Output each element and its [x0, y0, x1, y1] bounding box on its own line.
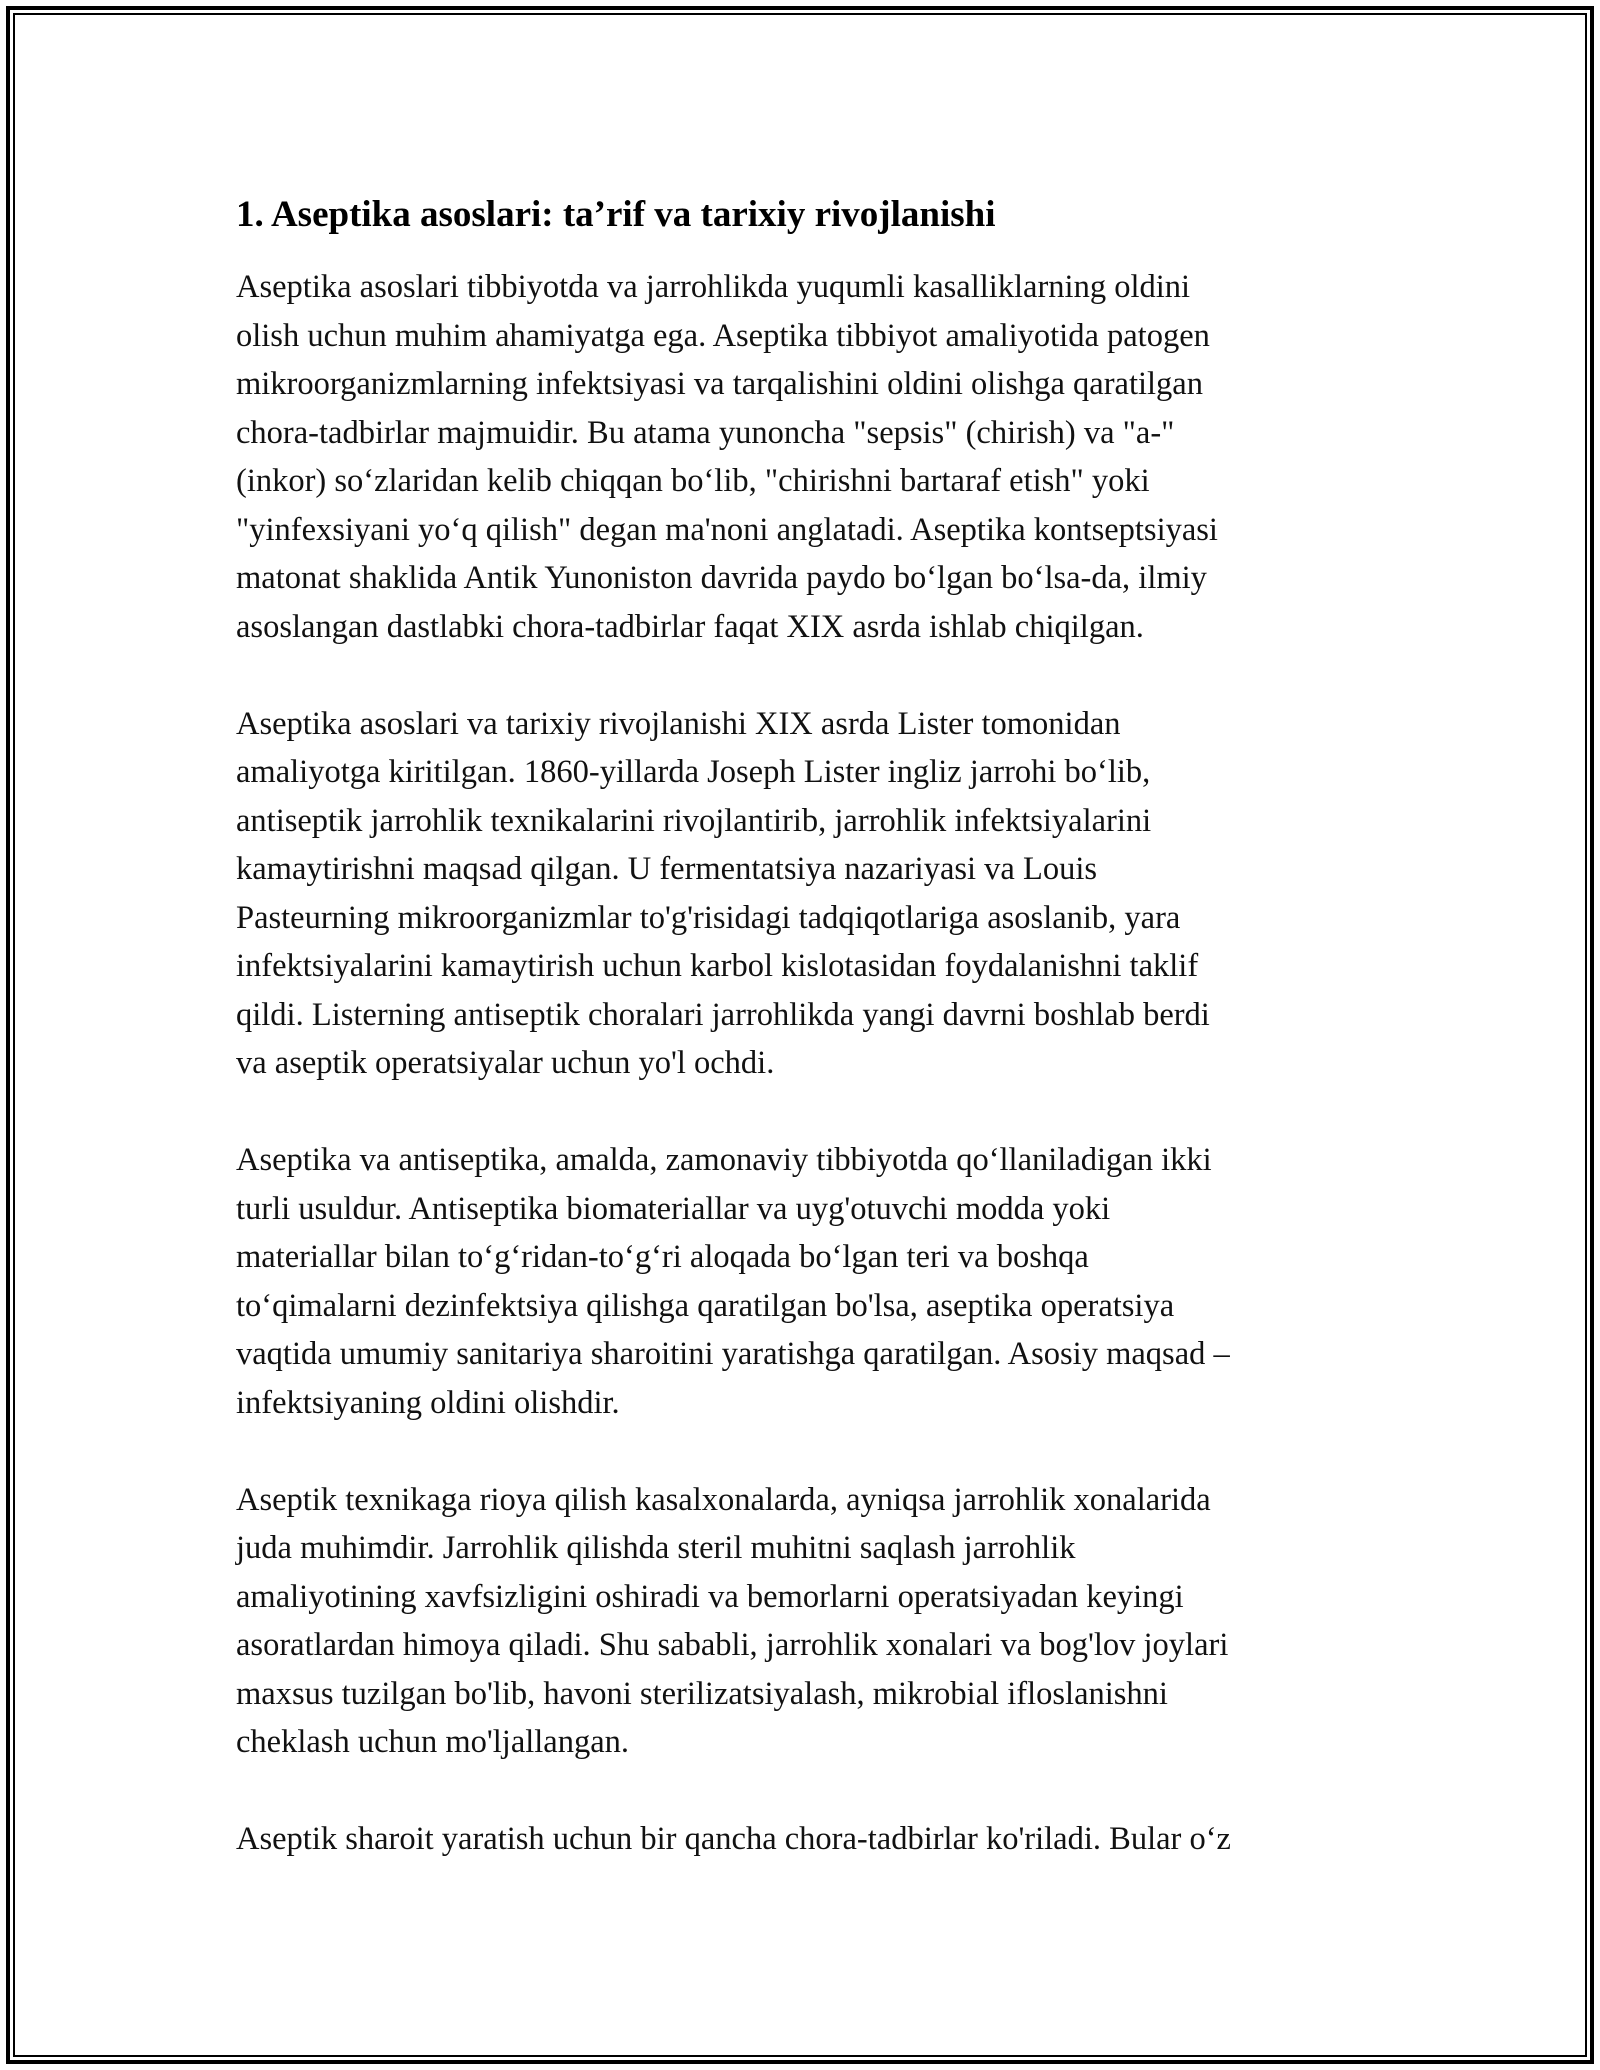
text-line: infektsiyaning oldini olishdir.: [236, 1384, 620, 1421]
text-line: mikroorganizmlarning infektsiyasi va tarqalishini oldini olishga qaratilgan: [236, 366, 1203, 402]
paragraph-aseptic-technique: [236, 1476, 1366, 1767]
text-line: Aseptika asoslari va tarixiy rivojlanishi XIX asrda Lister tomonidan: [236, 705, 1121, 742]
text-line: antiseptik jarrohlik texnikalarini rivojlantirib, jarrohlik infektsiyalarini: [236, 802, 1152, 839]
text-line: Aseptika va antiseptika, amalda, zamonaviy tibbiyotda qo‘llaniladigan ikki: [236, 1142, 1212, 1178]
text-line: va aseptik operatsiyalar uchun yo'l ochdi.: [236, 1045, 775, 1081]
text-line: Aseptik texnikaga rioya qilish kasalxonalarda, ayniqsa jarrohlik xonalarida: [236, 1481, 1211, 1518]
text-line: maxsus tuzilgan bo'lib, havoni sterilizatsiyalash, mikrobial ifloslanishni: [236, 1675, 1168, 1712]
text-line: (inkor) so‘zlaridan kelib chiqqan bo‘lib, "chirishni bartaraf etish" yoki: [236, 463, 1150, 499]
text-line: Aseptika asoslari tibbiyotda va jarrohlikda yuqumli kasalliklarning oldini: [236, 269, 1191, 305]
text-line: amaliyotga kiritilgan. 1860-yillarda Joseph Lister ingliz jarrohi bo‘lib,: [236, 754, 1151, 790]
paragraph-aseptic-measures: [236, 1815, 1366, 1864]
text-line: kamaytirishni maqsad qilgan. U fermentatsiya nazariyasi va Louis: [236, 851, 1097, 887]
text-line: juda muhimdir. Jarrohlik qilishda steril muhitni saqlash jarrohlik: [236, 1530, 1076, 1566]
paragraph-asepsis-vs-antisepsis: [236, 1136, 1366, 1427]
paragraph-history: [236, 700, 1366, 1088]
paragraph-definition: [236, 263, 1366, 651]
text-line: olish uchun muhim ahamiyatga ega. Aseptika tibbiyot amaliyotida patogen: [236, 317, 1210, 354]
text-line: asoslangan dastlabki chora-tadbirlar faqat XIX asrda ishlab chiqilgan.: [236, 608, 1144, 645]
text-line: asoratlardan himoya qiladi. Shu sababli, jarrohlik xonalari va bog'lov joylari: [236, 1627, 1229, 1663]
text-line: materiallar bilan to‘g‘ridan-to‘g‘ri aloqada bo‘lgan teri va boshqa: [236, 1239, 1089, 1275]
text-line: vaqtida umumiy sanitariya sharoitini yaratishga qaratilgan. Asosiy maqsad –: [236, 1336, 1230, 1372]
document-body: [236, 190, 1366, 1912]
text-line: infektsiyalarini kamaytirish uchun karbol kislotasidan foydalanishni taklif: [236, 948, 1199, 984]
text-line: amaliyotining xavfsizligini oshiradi va bemorlarni operatsiyadan keyingi: [236, 1578, 1184, 1615]
text-line: Aseptik sharoit yaratish uchun bir qancha chora-tadbirlar ko'riladi. Bular o‘z: [236, 1821, 1231, 1857]
text-line: turli usuldur. Antiseptika biomateriallar va uyg'otuvchi modda yoki: [236, 1190, 1111, 1227]
text-line: Pasteurning mikroorganizmlar to'g'risidagi tadqiqotlariga asoslanib, yara: [236, 899, 1181, 936]
text-line: chora-tadbirlar majmuidir. Bu atama yunoncha "sepsis" (chirish) va "a-": [236, 414, 1175, 451]
text-line: qildi. Listerning antiseptik choralari jarrohlikda yangi davrni boshlab berdi: [236, 996, 1210, 1033]
text-line: cheklash uchun mo'ljallangan.: [236, 1724, 630, 1760]
text-line: matonat shaklida Antik Yunoniston davrida paydo bo‘lgan bo‘lsa-da, ilmiy: [236, 560, 1207, 596]
text-line: "yinfexsiyani yo‘q qilish" degan ma'noni anglatadi. Aseptika kontseptsiyasi: [236, 511, 1218, 548]
section-heading: 1. Aseptika asoslari: ta’rif va tarixiy rivojlanishi: [236, 194, 996, 235]
text-line: to‘qimalarni dezinfektsiya qilishga qaratilgan bo'lsa, aseptika operatsiya: [236, 1287, 1175, 1324]
